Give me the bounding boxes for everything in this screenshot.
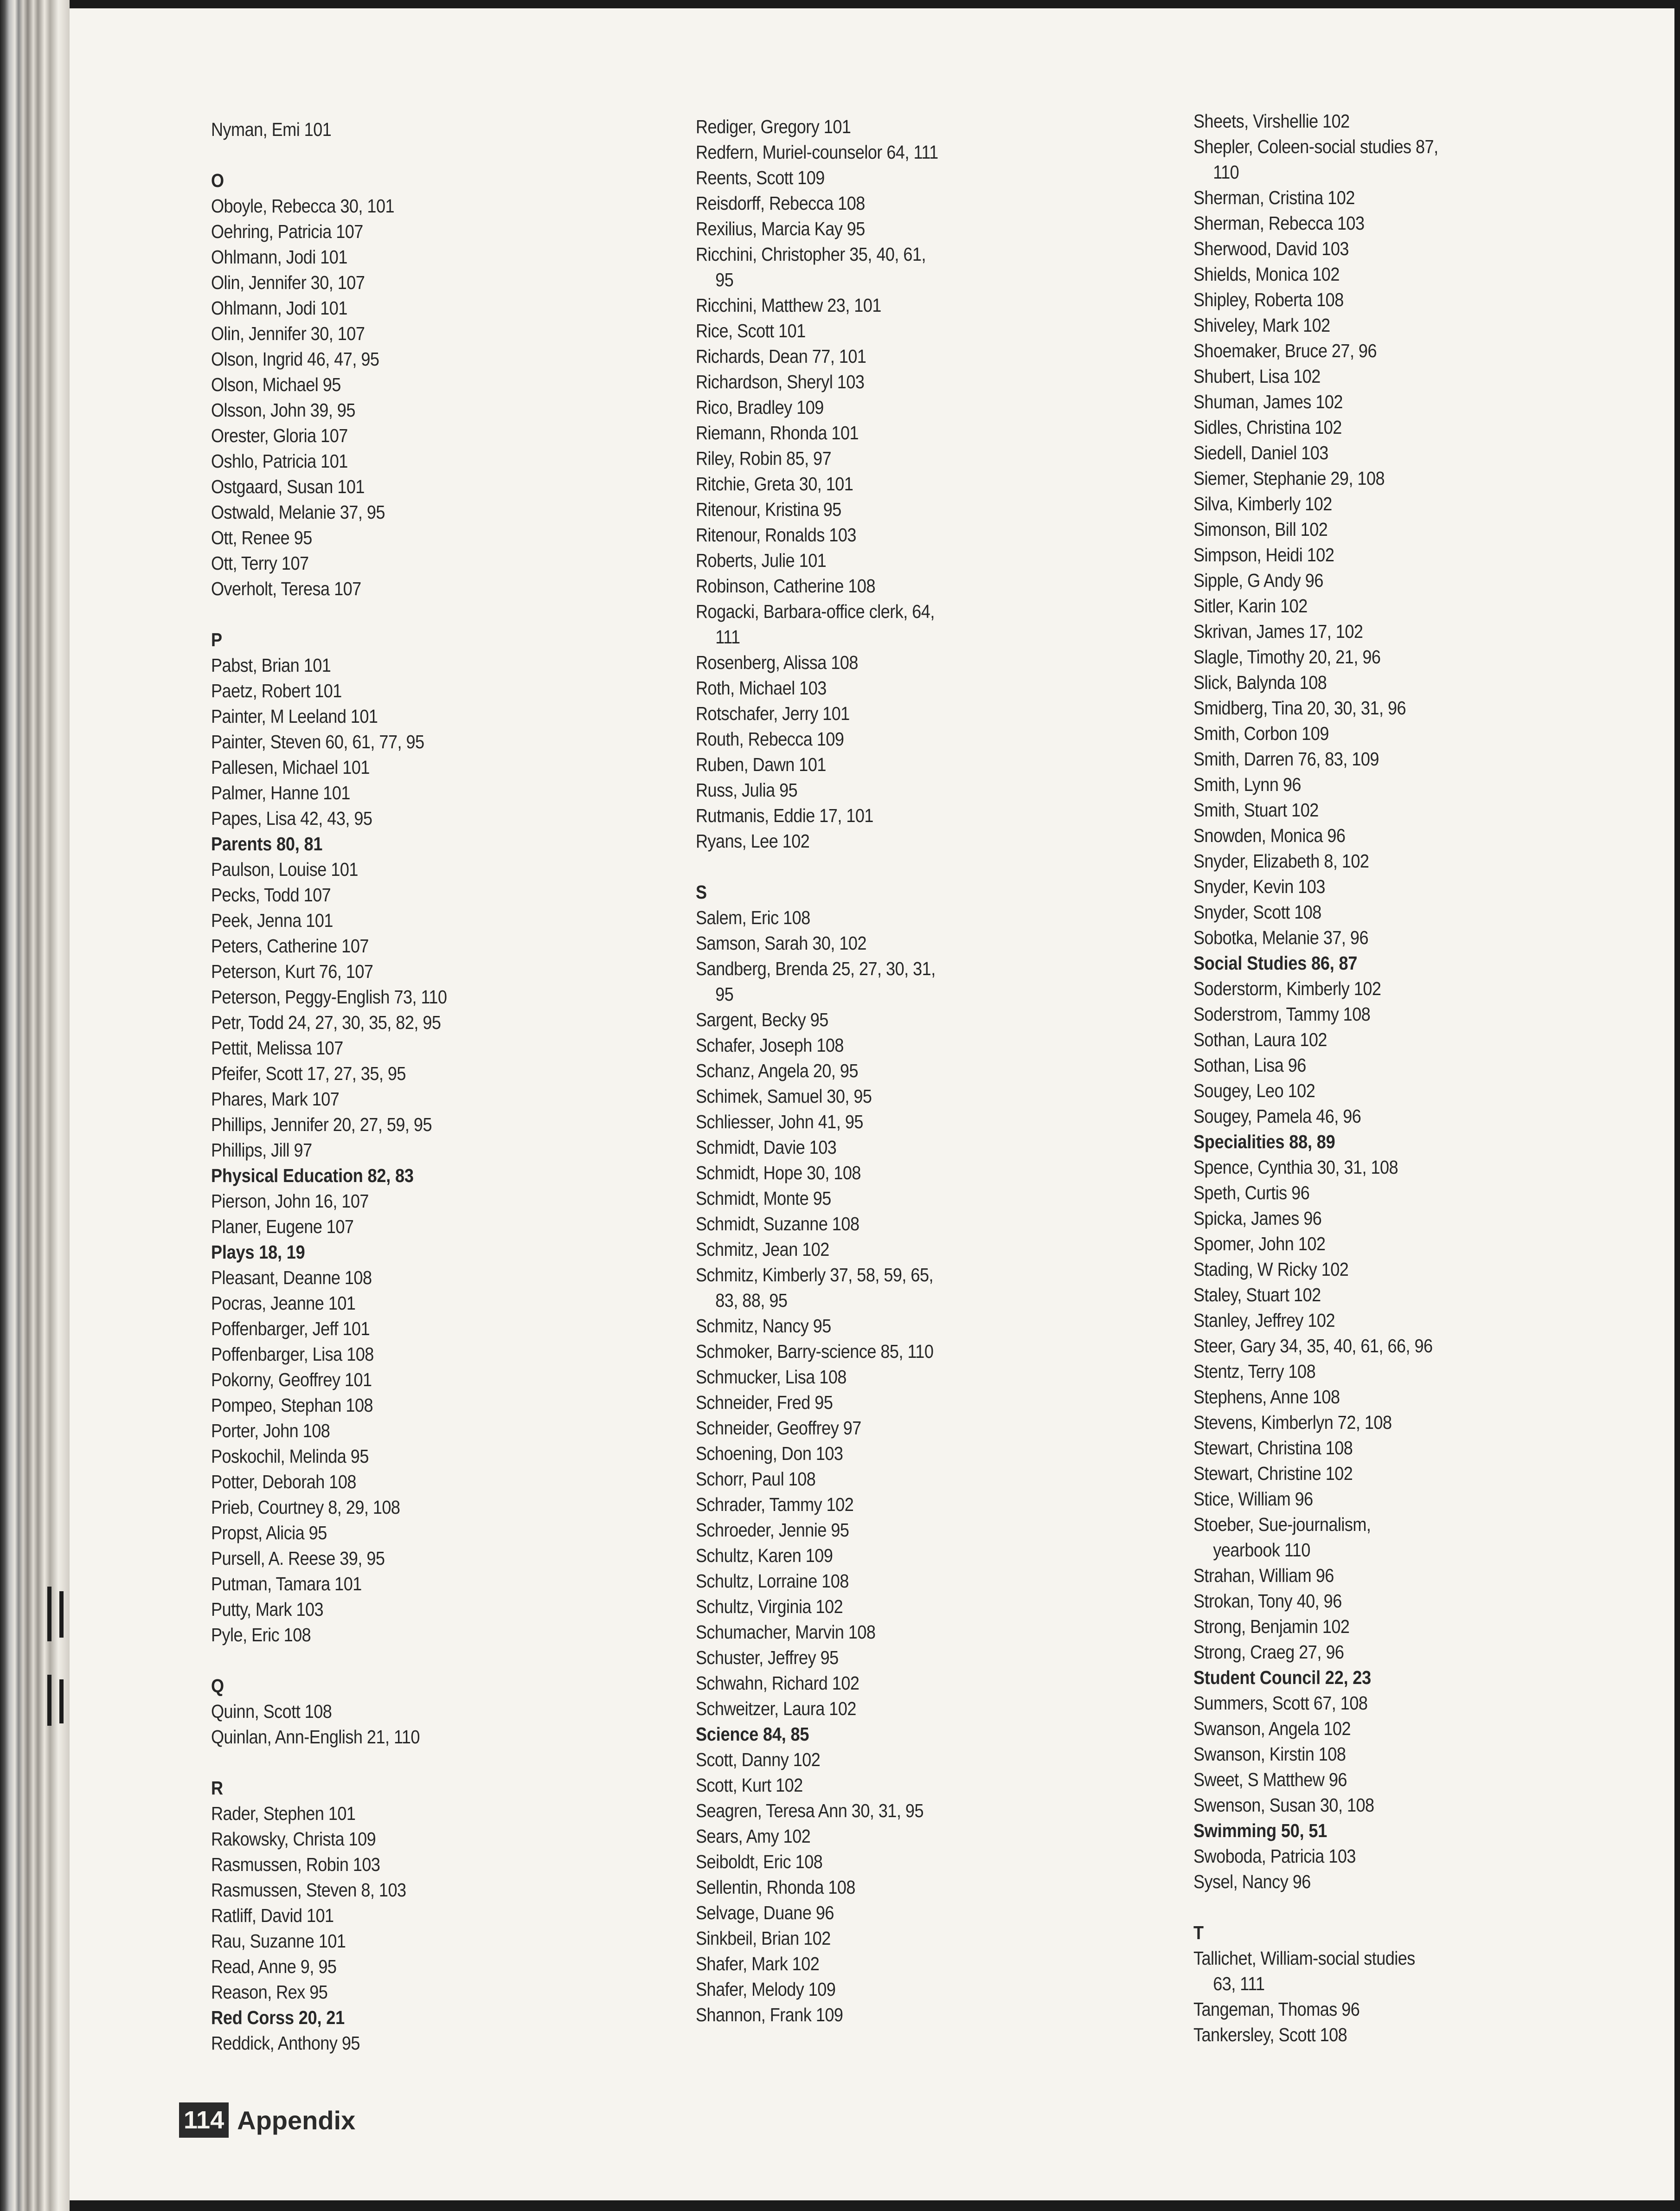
index-entry: Pallesen, Michael 101	[211, 757, 370, 778]
index-entry: Pokorny, Geoffrey 101	[211, 1369, 372, 1390]
index-entry: Silva, Kimberly 102	[1193, 493, 1332, 514]
index-entry: Robinson, Catherine 108	[696, 575, 876, 597]
index-entry: Schultz, Virginia 102	[696, 1596, 843, 1617]
index-entry: Simpson, Heidi 102	[1193, 544, 1334, 566]
index-entry: Putty, Mark 103	[211, 1599, 324, 1620]
index-letter-heading: O	[211, 170, 224, 191]
index-entry: Routh, Rebecca 109	[696, 728, 844, 750]
index-letter-heading: P	[211, 629, 222, 650]
index-entry: Shepler, Coleen-social studies 87,	[1193, 136, 1438, 157]
index-entry: Staley, Stuart 102	[1193, 1284, 1321, 1305]
index-entry: Tangeman, Thomas 96	[1193, 1999, 1360, 2020]
index-entry: Prieb, Courtney 8, 29, 108	[211, 1497, 400, 1518]
index-entry: Oehring, Patricia 107	[211, 221, 363, 242]
index-entry: Schoening, Don 103	[696, 1443, 843, 1464]
index-entry: Rakowsky, Christa 109	[211, 1828, 376, 1850]
index-entry-continuation: 110	[1213, 161, 1239, 183]
index-entry: Strong, Craeg 27, 96	[1193, 1641, 1344, 1663]
index-entry-continuation: yearbook 110	[1213, 1539, 1310, 1561]
index-entry: Peters, Catherine 107	[211, 935, 369, 957]
index-entry: Roth, Michael 103	[696, 677, 827, 699]
index-entry-continuation: 95	[715, 269, 734, 290]
index-entry: Rediger, Gregory 101	[696, 116, 851, 137]
index-entry: Swoboda, Patricia 103	[1193, 1845, 1356, 1867]
page-number: 114	[179, 2102, 229, 2138]
index-entry: Smith, Darren 76, 83, 109	[1193, 748, 1379, 770]
index-entry: Redfern, Muriel-counselor 64, 111	[696, 141, 938, 163]
index-entry: Ritenour, Kristina 95	[696, 499, 841, 520]
index-entry: Schroeder, Jennie 95	[696, 1519, 849, 1541]
index-entry: Swanson, Angela 102	[1193, 1718, 1351, 1739]
index-entry: Schliesser, John 41, 95	[696, 1111, 863, 1132]
index-entry: Ott, Terry 107	[211, 553, 309, 574]
index-entry: Pettit, Melissa 107	[211, 1037, 343, 1059]
index-column-1	[211, 117, 447, 2056]
index-entry: Richardson, Sheryl 103	[696, 371, 865, 392]
index-entry: Sellentin, Rhonda 108	[696, 1877, 855, 1898]
index-letter-heading: T	[1193, 1922, 1204, 1943]
index-entry: Schanz, Angela 20, 95	[696, 1060, 859, 1081]
index-entry: Shafer, Mark 102	[696, 1953, 820, 1974]
index-entry: Stice, William 96	[1193, 1488, 1313, 1510]
index-topic-entry: Social Studies 86, 87	[1193, 952, 1358, 974]
index-entry: Ritchie, Greta 30, 101	[696, 473, 853, 495]
index-entry: Seagren, Teresa Ann 30, 31, 95	[696, 1800, 924, 1821]
index-entry: Rosenberg, Alissa 108	[696, 652, 858, 673]
index-entry: Papes, Lisa 42, 43, 95	[211, 808, 372, 829]
index-entry: Schneider, Geoffrey 97	[696, 1417, 861, 1439]
index-entry: Pompeo, Stephan 108	[211, 1395, 373, 1416]
index-entry: Potter, Deborah 108	[211, 1471, 356, 1492]
index-entry: Ratliff, David 101	[211, 1905, 334, 1926]
index-entry: Stoeber, Sue-journalism,	[1193, 1514, 1371, 1535]
index-entry: Rico, Bradley 109	[696, 397, 824, 418]
index-entry: Shafer, Melody 109	[696, 1979, 836, 2000]
index-entry: Schneider, Fred 95	[696, 1392, 833, 1413]
binding-mark	[47, 1587, 51, 1641]
index-entry: Sothan, Lisa 96	[1193, 1054, 1306, 1076]
index-entry: Ritenour, Ronalds 103	[696, 524, 856, 546]
index-entry: Simonson, Bill 102	[1193, 519, 1328, 540]
index-entry: Salem, Eric 108	[696, 907, 810, 928]
index-entry: Soderstorm, Kimberly 102	[1193, 978, 1381, 999]
index-entry: Read, Anne 9, 95	[211, 1956, 337, 1977]
index-entry: Olin, Jennifer 30, 107	[211, 323, 365, 344]
index-entry: Olsson, John 39, 95	[211, 399, 355, 421]
index-entry: Siedell, Daniel 103	[1193, 442, 1328, 463]
index-entry: Painter, Steven 60, 61, 77, 95	[211, 731, 424, 752]
index-entry: Shields, Monica 102	[1193, 264, 1340, 285]
index-entry: Sidles, Christina 102	[1193, 417, 1342, 438]
index-entry: Peterson, Peggy-English 73, 110	[211, 986, 447, 1008]
index-entry: Ostwald, Melanie 37, 95	[211, 501, 385, 523]
index-entry: Scott, Kurt 102	[696, 1774, 803, 1796]
index-entry: Pecks, Todd 107	[211, 884, 331, 906]
index-entry: Reddick, Anthony 95	[211, 2032, 360, 2054]
index-entry: Pfeifer, Scott 17, 27, 35, 95	[211, 1063, 406, 1084]
index-entry: Summers, Scott 67, 108	[1193, 1692, 1368, 1714]
page-footer	[179, 2102, 355, 2139]
index-entry: Sougey, Pamela 46, 96	[1193, 1106, 1361, 1127]
index-entry: Rasmussen, Robin 103	[211, 1854, 380, 1875]
index-entry: Ott, Renee 95	[211, 527, 312, 548]
index-topic-entry: Physical Education 82, 83	[211, 1165, 414, 1186]
index-entry: Sougey, Leo 102	[1193, 1080, 1315, 1101]
index-entry: Reisdorff, Rebecca 108	[696, 193, 865, 214]
index-entry: Scott, Danny 102	[696, 1749, 821, 1770]
index-entry: Olson, Ingrid 46, 47, 95	[211, 348, 379, 370]
index-entry: Schmitz, Nancy 95	[696, 1315, 831, 1337]
index-entry: Sysel, Nancy 96	[1193, 1871, 1311, 1892]
index-entry: Paulson, Louise 101	[211, 859, 358, 880]
index-entry: Riemann, Rhonda 101	[696, 422, 859, 443]
index-entry: Porter, John 108	[211, 1420, 330, 1441]
index-entry: Rader, Stephen 101	[211, 1803, 356, 1824]
index-entry: Swanson, Kirstin 108	[1193, 1743, 1346, 1765]
index-entry: Roberts, Julie 101	[696, 550, 827, 571]
index-entry: Schimek, Samuel 30, 95	[696, 1086, 872, 1107]
index-entry: Rice, Scott 101	[696, 320, 806, 341]
index-entry: Propst, Alicia 95	[211, 1522, 327, 1543]
index-entry: Richards, Dean 77, 101	[696, 346, 866, 367]
index-entry: Oshlo, Patricia 101	[211, 450, 348, 472]
index-entry: Pursell, A. Reese 39, 95	[211, 1548, 385, 1569]
index-entry: Schuster, Jeffrey 95	[696, 1647, 839, 1668]
index-entry: Pocras, Jeanne 101	[211, 1292, 356, 1314]
index-entry: Seiboldt, Eric 108	[696, 1851, 823, 1872]
index-entry: Quinn, Scott 108	[211, 1701, 332, 1722]
binding-mark	[59, 1591, 64, 1638]
index-entry: Skrivan, James 17, 102	[1193, 621, 1363, 642]
index-entry: Poffenbarger, Jeff 101	[211, 1318, 370, 1339]
index-entry: Sheets, Virshellie 102	[1193, 110, 1350, 132]
index-entry: Swenson, Susan 30, 108	[1193, 1794, 1374, 1816]
index-topic-entry: Swimming 50, 51	[1193, 1820, 1327, 1841]
index-entry: Sweet, S Matthew 96	[1193, 1769, 1347, 1790]
index-entry: Ryans, Lee 102	[696, 830, 810, 852]
index-column-3	[1193, 109, 1438, 2048]
index-entry: Stevens, Kimberlyn 72, 108	[1193, 1412, 1392, 1433]
index-entry: Spicka, James 96	[1193, 1208, 1322, 1229]
index-entry: Pleasant, Deanne 108	[211, 1267, 372, 1288]
index-entry: Snyder, Elizabeth 8, 102	[1193, 850, 1369, 872]
index-entry: Rasmussen, Steven 8, 103	[211, 1879, 406, 1901]
index-entry: Snyder, Scott 108	[1193, 901, 1321, 923]
index-entry: Russ, Julia 95	[696, 779, 798, 801]
index-entry: Pierson, John 16, 107	[211, 1190, 369, 1212]
index-entry: Schultz, Karen 109	[696, 1545, 833, 1566]
index-entry: Ricchini, Christopher 35, 40, 61,	[696, 244, 926, 265]
index-entry: Rogacki, Barbara-office clerk, 64,	[696, 601, 935, 622]
index-topic-entry: Science 84, 85	[696, 1723, 809, 1745]
index-entry: Ruben, Dawn 101	[696, 754, 826, 775]
index-entry: Smidberg, Tina 20, 30, 31, 96	[1193, 697, 1406, 719]
index-entry: Schmidt, Hope 30, 108	[696, 1162, 861, 1183]
index-entry: Samson, Sarah 30, 102	[696, 932, 867, 954]
index-entry: Ohlmann, Jodi 101	[211, 246, 347, 268]
index-entry: Schmidt, Davie 103	[696, 1137, 837, 1158]
index-entry: Paetz, Robert 101	[211, 680, 342, 701]
index-entry: Tallichet, William-social studies	[1193, 1947, 1415, 1969]
index-entry: Siemer, Stephanie 29, 108	[1193, 468, 1385, 489]
index-entry: Schmucker, Lisa 108	[696, 1366, 846, 1388]
index-entry: Rotschafer, Jerry 101	[696, 703, 850, 724]
index-entry-continuation: 95	[715, 983, 734, 1005]
index-entry: Stanley, Jeffrey 102	[1193, 1310, 1335, 1331]
index-entry: Stephens, Anne 108	[1193, 1386, 1340, 1408]
index-entry: Stading, W Ricky 102	[1193, 1259, 1349, 1280]
index-entry: Olson, Michael 95	[211, 374, 341, 395]
index-entry: Schmidt, Monte 95	[696, 1188, 831, 1209]
index-entry: Riley, Robin 85, 97	[696, 448, 832, 469]
index-entry: Nyman, Emi 101	[211, 119, 332, 140]
index-entry: Ricchini, Matthew 23, 101	[696, 295, 881, 316]
index-entry: Schumacher, Marvin 108	[696, 1621, 876, 1643]
index-entry: Phillips, Jill 97	[211, 1139, 312, 1161]
index-entry: Schultz, Lorraine 108	[696, 1570, 849, 1592]
index-entry: Schrader, Tammy 102	[696, 1494, 854, 1515]
index-entry-continuation: 63, 111	[1213, 1973, 1265, 1994]
index-entry: Soderstrom, Tammy 108	[1193, 1003, 1371, 1025]
index-entry: Phillips, Jennifer 20, 27, 59, 95	[211, 1114, 432, 1135]
index-entry-continuation: 83, 88, 95	[715, 1290, 788, 1311]
index-topic-entry: Plays 18, 19	[211, 1241, 305, 1263]
book-gutter	[0, 0, 70, 2211]
index-entry: Sobotka, Melanie 37, 96	[1193, 927, 1368, 948]
index-entry: Stewart, Christina 108	[1193, 1437, 1353, 1459]
index-entry: Schorr, Paul 108	[696, 1468, 816, 1490]
index-topic-entry: Specialities 88, 89	[1193, 1131, 1335, 1152]
index-entry: Sinkbeil, Brian 102	[696, 1928, 831, 1949]
index-entry: Peek, Jenna 101	[211, 910, 333, 931]
index-entry: Pabst, Brian 101	[211, 655, 331, 676]
index-entry: Spomer, John 102	[1193, 1233, 1326, 1254]
index-entry: Tankersley, Scott 108	[1193, 2024, 1347, 2045]
index-entry: Schmitz, Jean 102	[696, 1239, 829, 1260]
index-entry: Rexilius, Marcia Kay 95	[696, 218, 865, 239]
index-topic-entry: Red Corss 20, 21	[211, 2007, 345, 2028]
index-entry: Ohlmann, Jodi 101	[211, 297, 347, 319]
index-entry: Pyle, Eric 108	[211, 1624, 311, 1645]
index-entry: Poskochil, Melinda 95	[211, 1446, 369, 1467]
index-topic-entry: Student Council 22, 23	[1193, 1667, 1372, 1688]
index-entry: Petr, Todd 24, 27, 30, 35, 82, 95	[211, 1012, 441, 1033]
index-entry: Rutmanis, Eddie 17, 101	[696, 805, 873, 826]
index-entry: Oboyle, Rebecca 30, 101	[211, 195, 395, 217]
index-entry: Rau, Suzanne 101	[211, 1930, 346, 1952]
index-entry: Stewart, Christine 102	[1193, 1463, 1353, 1484]
index-entry: Quinlan, Ann-English 21, 110	[211, 1726, 420, 1748]
index-entry: Palmer, Hanne 101	[211, 782, 350, 803]
index-entry: Sherman, Cristina 102	[1193, 187, 1355, 208]
index-entry: Poffenbarger, Lisa 108	[211, 1343, 374, 1365]
index-entry: Schmidt, Suzanne 108	[696, 1213, 859, 1234]
index-entry: Peterson, Kurt 76, 107	[211, 961, 373, 982]
index-entry: Planer, Eugene 107	[211, 1216, 354, 1237]
index-entry: Snyder, Kevin 103	[1193, 876, 1325, 897]
index-entry: Strokan, Tony 40, 96	[1193, 1590, 1342, 1612]
index-entry: Shipley, Roberta 108	[1193, 289, 1344, 310]
binding-mark	[47, 1675, 51, 1726]
index-entry: Reents, Scott 109	[696, 167, 825, 188]
index-entry: Phares, Mark 107	[211, 1088, 340, 1110]
index-entry: Ostgaard, Susan 101	[211, 476, 365, 497]
index-entry: Slagle, Timothy 20, 21, 96	[1193, 646, 1381, 668]
index-entry-continuation: 111	[715, 626, 740, 648]
index-entry: Snowden, Monica 96	[1193, 825, 1346, 846]
index-topic-entry: Parents 80, 81	[211, 833, 323, 855]
index-entry: Sipple, G Andy 96	[1193, 570, 1323, 591]
index-entry: Sitler, Karin 102	[1193, 595, 1308, 617]
index-entry: Sargent, Becky 95	[696, 1009, 828, 1030]
index-column-2	[696, 114, 938, 2028]
index-entry: Shoemaker, Bruce 27, 96	[1193, 340, 1377, 361]
index-entry: Shiveley, Mark 102	[1193, 315, 1330, 336]
index-entry: Schweitzer, Laura 102	[696, 1698, 856, 1719]
index-entry: Shannon, Frank 109	[696, 2004, 843, 2025]
index-entry: Steer, Gary 34, 35, 40, 61, 66, 96	[1193, 1335, 1433, 1356]
index-entry: Schmitz, Kimberly 37, 58, 59, 65,	[696, 1264, 933, 1285]
binding-mark	[59, 1679, 64, 1723]
index-letter-heading: R	[211, 1777, 223, 1799]
index-entry: Stentz, Terry 108	[1193, 1361, 1316, 1382]
index-entry: Spence, Cynthia 30, 31, 108	[1193, 1157, 1398, 1178]
index-entry: Sandberg, Brenda 25, 27, 30, 31,	[696, 958, 936, 979]
index-entry: Smith, Stuart 102	[1193, 799, 1319, 821]
section-title: Appendix	[237, 2105, 356, 2135]
index-entry: Speth, Curtis 96	[1193, 1182, 1310, 1203]
index-entry: Shuman, James 102	[1193, 391, 1343, 412]
index-entry: Putman, Tamara 101	[211, 1573, 362, 1594]
index-entry: Strahan, William 96	[1193, 1565, 1334, 1586]
index-entry: Overholt, Teresa 107	[211, 578, 361, 599]
index-entry: Sothan, Laura 102	[1193, 1029, 1327, 1050]
index-entry: Schwahn, Richard 102	[696, 1672, 859, 1694]
index-entry: Olin, Jennifer 30, 107	[211, 272, 365, 293]
index-entry: Selvage, Duane 96	[696, 1902, 834, 1923]
index-entry: Shubert, Lisa 102	[1193, 366, 1321, 387]
index-letter-heading: S	[696, 881, 707, 903]
index-entry: Sherwood, David 103	[1193, 238, 1349, 259]
index-entry: Schmoker, Barry-science 85, 110	[696, 1341, 934, 1362]
index-entry: Sherman, Rebecca 103	[1193, 212, 1365, 234]
index-entry: Strong, Benjamin 102	[1193, 1616, 1350, 1637]
index-entry: Sears, Amy 102	[696, 1825, 811, 1847]
index-letter-heading: Q	[211, 1675, 224, 1697]
index-entry: Orester, Gloria 107	[211, 425, 348, 446]
index-entry: Slick, Balynda 108	[1193, 672, 1327, 693]
index-entry: Painter, M Leeland 101	[211, 706, 378, 727]
index-entry: Smith, Corbon 109	[1193, 723, 1329, 744]
index-entry: Smith, Lynn 96	[1193, 774, 1301, 795]
index-entry: Reason, Rex 95	[211, 1981, 328, 2003]
index-entry: Schafer, Joseph 108	[696, 1035, 844, 1056]
